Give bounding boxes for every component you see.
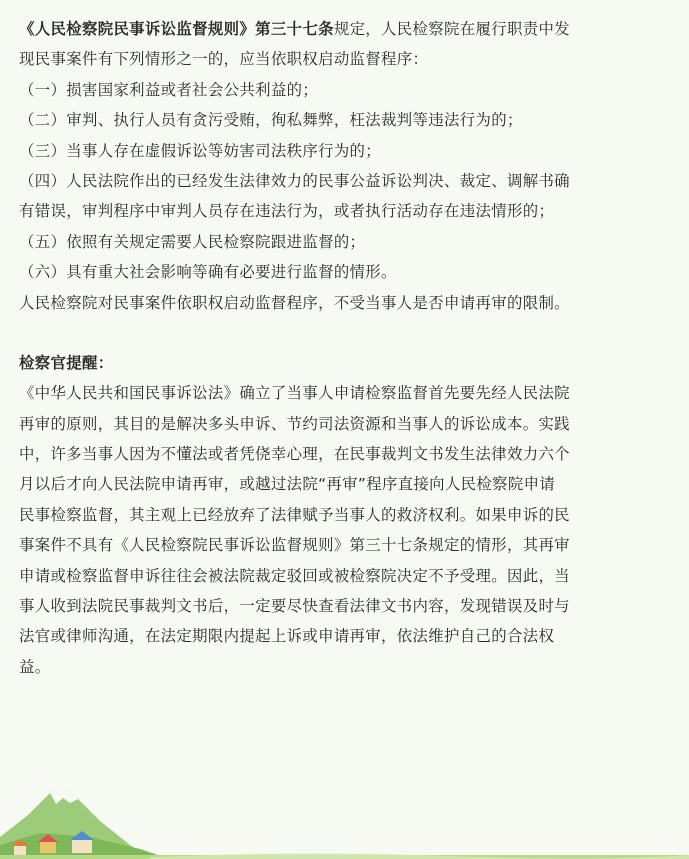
house-icon [40, 841, 56, 853]
rule-intro-line-1 [19, 14, 675, 44]
article-body [19, 14, 675, 682]
mountain-village-illustration [0, 785, 689, 859]
paragraph-line: 益。 [19, 657, 51, 676]
reminder-heading: 检察官提醒： [19, 353, 114, 372]
closing-statement: 人民检察院对民事案件依职权启动监督程序，不受当事人是否申请再审的限制。 [19, 293, 570, 312]
list-item: （一）损害国家利益或者社会公共利益的； [19, 80, 319, 99]
rule-intro-text: 规定，人民检察院在履行职责中发 [333, 20, 570, 38]
rule-intro-line-2: 现民事案件有下列情形之一的，应当依职权启动监督程序： [19, 50, 429, 69]
paragraph-line: 申请或检察监督申诉往往会被法院裁定驳回或被检察院决定不予受理。因此，当 [19, 566, 570, 585]
list-item: （六）具有重大社会影响等确有必要进行监督的情形。 [19, 263, 397, 282]
paragraph-line: 民事检察监督，其主观上已经放弃了法律赋予当事人的救济权利。如果申诉的民 [19, 505, 570, 524]
paragraph-line: 月以后才向人民法院申请再审，或越过法院“再审”程序直接向人民检察院申请 [19, 475, 556, 494]
list-item-continued: 有错误，审判程序中审判人员存在违法行为，或者执行活动存在违法情形的； [19, 202, 555, 221]
list-item: （二）审判、执行人员有贪污受贿，徇私舞弊，枉法裁判等违法行为的； [19, 111, 523, 130]
section-gap [19, 318, 675, 348]
paragraph-line: 再审的原则，其目的是解决多头申诉、节约司法资源和当事人的诉讼成本。实践 [19, 414, 570, 433]
list-item: （五）依照有关规定需要人民检察院跟进监督的； [19, 232, 366, 251]
paragraph-line: 事案件不具有《人民检察院民事诉讼监督规则》第三十七条规定的情形，其再审 [19, 536, 570, 555]
list-item: （三）当事人存在虚假诉讼等妨害司法秩序行为的； [19, 141, 382, 160]
paragraph-line: 事人收到法院民事裁判文书后，一定要尽快查看法律文书内容，发现错误及时与 [19, 597, 570, 616]
paragraph-line: 中，许多当事人因为不懂法或者凭侥幸心理，在民事裁判文书发生法律效力六个 [19, 445, 570, 464]
rule-citation: 《人民检察院民事诉讼监督规则》第三十七条 [19, 20, 334, 38]
house-icon [72, 839, 92, 853]
list-item: （四）人民法院作出的已经发生法律效力的民事公益诉讼判决、裁定、调解书确 [19, 171, 570, 190]
paragraph-line: 《中华人民共和国民事诉讼法》确立了当事人申请检察监督首先要先经人民法院 [19, 384, 570, 403]
house-icon [14, 845, 26, 855]
paragraph-line: 法官或律师沟通，在法定期限内提起上诉或申请再审，依法维护自己的合法权 [19, 627, 555, 646]
